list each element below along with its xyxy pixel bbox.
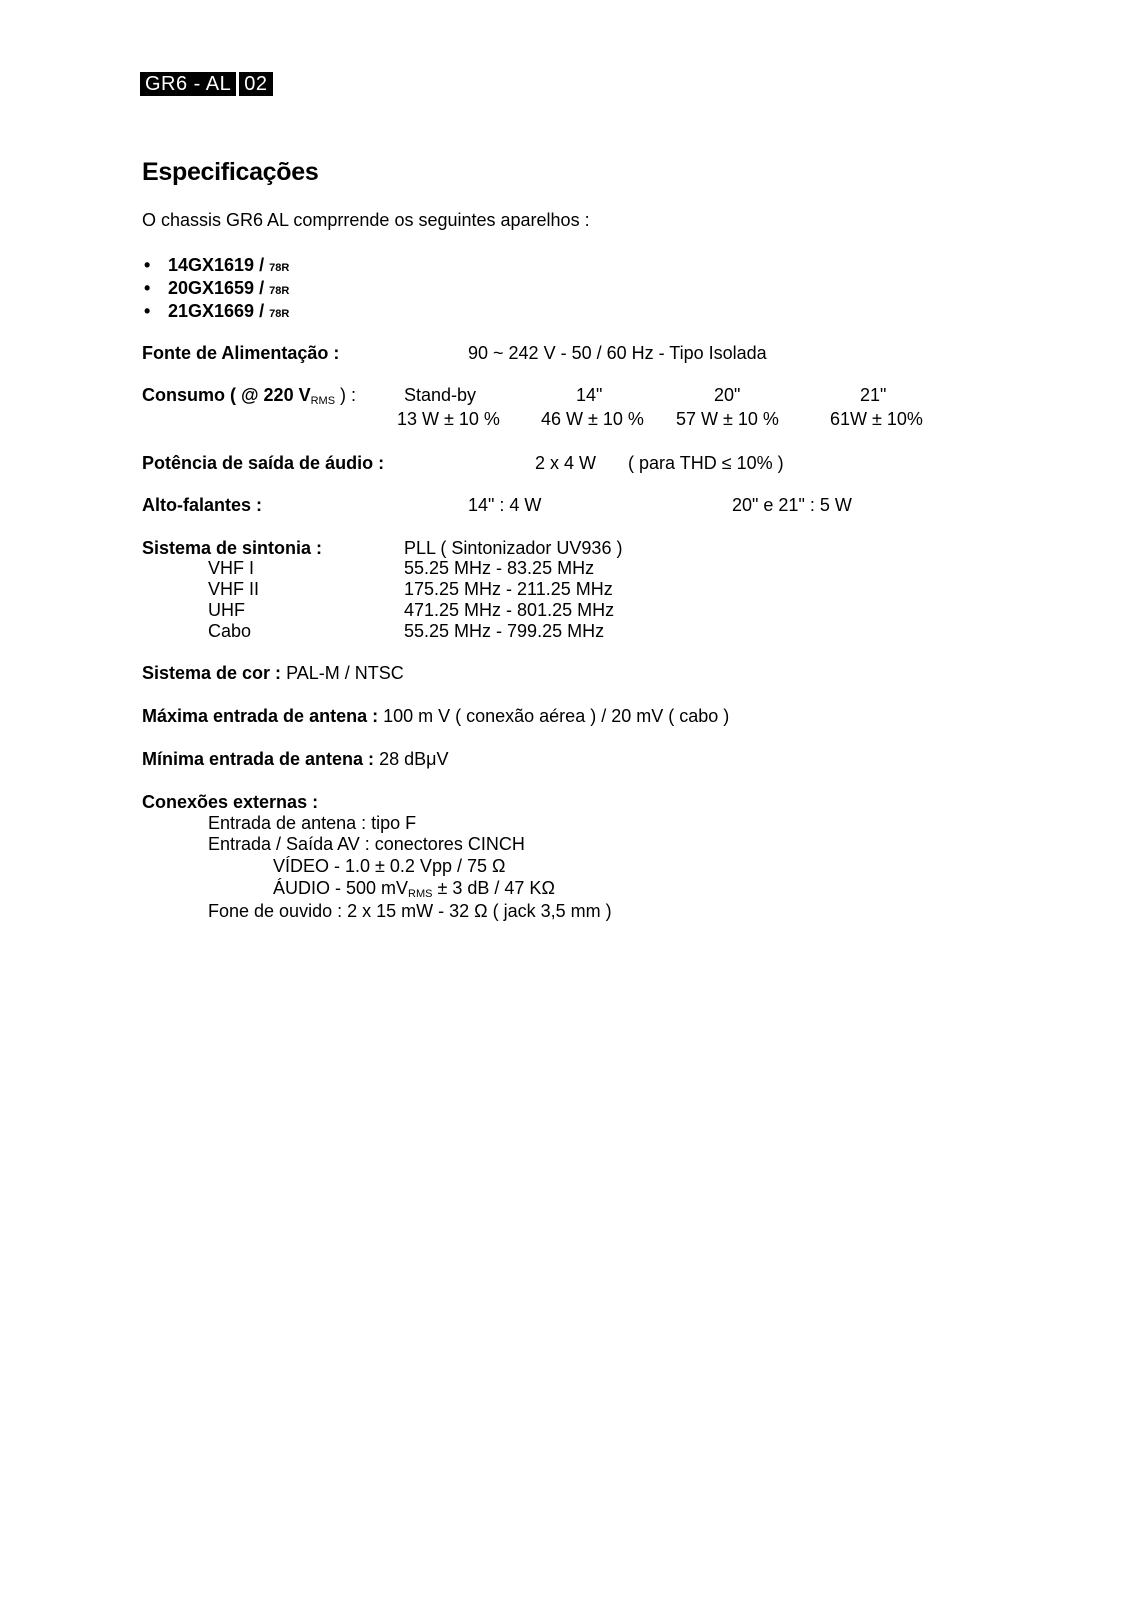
consumption-header-20: 20" [714,385,741,405]
tuning-label: Sistema de sintonia : [142,538,323,558]
connection-headphone: Fone de ouvido : 2 x 15 mW - 32 Ω ( jack 3,5 mm ) [208,901,612,921]
band-range: 175.25 MHz - 211.25 MHz [404,579,613,599]
speakers-value-14: 14" : 4 W [468,495,542,515]
band-name: VHF II [208,579,260,599]
list-item: • 20GX1659 / 78R [168,278,289,299]
list-item: • 14GX1619 / 78R [168,255,289,276]
connection-av: Entrada / Saída AV : conectores CINCH [208,834,525,854]
consumption-value-standby: 13 W ± 10 % [397,409,500,429]
badge-page-number: 02 [239,72,272,96]
tuning-bands [208,558,259,642]
tuning-value: PLL ( Sintonizador UV936 ) [404,538,623,558]
band-range: 471.25 MHz - 801.25 MHz [404,600,615,620]
speakers-value-20-21: 20" e 21" : 5 W [732,495,852,515]
tuning-ranges [404,558,614,642]
connection-video: VÍDEO - 1.0 ± 0.2 Vpp / 75 Ω [273,856,506,876]
power-supply-label: Fonte de Alimentação : [142,343,340,363]
consumption-value-14: 46 W ± 10 % [541,409,644,429]
band-name: UHF [208,600,245,620]
list-item: • 21GX1669 / 78R [168,301,289,322]
connections-label: Conexões externas : [142,792,319,812]
badge-chassis-name: GR6 - AL [140,72,236,96]
power-supply-value: 90 ~ 242 V - 50 / 60 Hz - Tipo Isolada [468,343,767,363]
audio-output-value: 2 x 4 W [535,453,597,473]
max-antenna-input: Máxima entrada de antena : 100 m V ( conexão aérea ) / 20 mV ( cabo ) [142,706,730,726]
consumption-header-standby: Stand-by [404,385,477,405]
speakers-label: Alto-falantes : [142,495,263,515]
audio-output-label: Potência de saída de áudio : [142,453,385,473]
band-range: 55.25 MHz - 799.25 MHz [404,621,605,641]
color-system: Sistema de cor : PAL-M / NTSC [142,663,404,683]
chassis-badge [140,72,273,96]
consumption-value-21: 61W ± 10% [830,409,923,429]
connection-audio: ÁUDIO - 500 $mV_{RMS} \pm 3$ dB / 47 KΩ [273,878,555,900]
consumption-header-14: 14" [576,385,603,405]
page-title: Especificações [142,158,319,186]
consumption-value-20: 57 W ± 10 % [676,409,779,429]
consumption-label: Consumo ( @ 220 $V_{RMS}$ ) : [142,385,357,407]
min-antenna-input: Mínima entrada de antena : 28 dBμV [142,749,449,769]
intro-text: O chassis GR6 AL comprrende os seguintes aparelhos : [142,210,590,230]
band-name: VHF I [208,558,255,578]
connection-antenna: Entrada de antena : tipo F [208,813,417,833]
consumption-header-21: 21" [860,385,887,405]
band-range: 55.25 MHz - 83.25 MHz [404,558,595,578]
audio-output-note: ( para THD ≤ 10% ) [628,453,784,473]
band-name: Cabo [208,621,252,641]
